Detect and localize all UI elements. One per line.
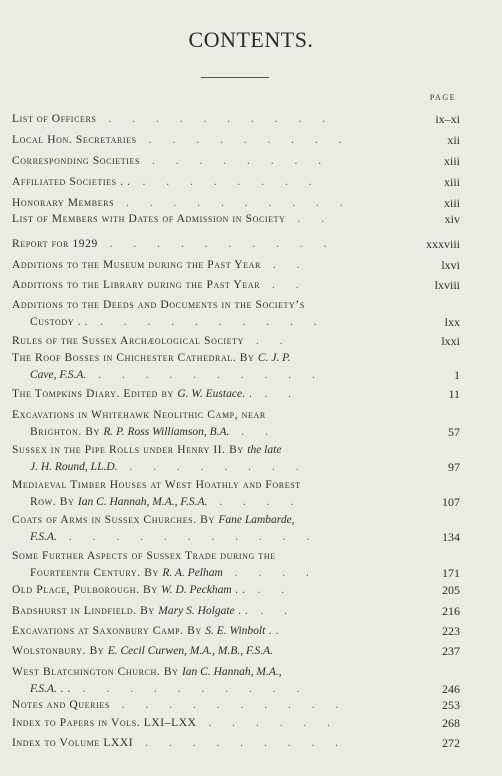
toc-entry-title: Notes and Queries [12,699,110,711]
toc-entry-line [12,257,460,274]
toc-entry-line [12,297,460,314]
toc-entry [12,735,460,752]
toc-entry-title: Some Further Aspects of Sussex Trade during the [12,550,276,562]
toc-entry-line [12,314,460,331]
toc-entry [12,643,460,660]
toc-entry-author: F.S.A. [30,683,57,695]
toc-entry-title: Fourteenth Century. By [30,567,163,579]
toc-entry-line [12,386,460,403]
page-column-label: PAGE [429,93,456,102]
leader-dots: . . . . . . . . . . [70,683,309,695]
toc-entry-author: R. P. Ross Williamson, B.A. [103,426,230,438]
toc-entry-page: ix–xi [435,112,460,126]
leader-dots: . . . . . . . . [130,176,321,188]
leader-dots: . . . . [207,496,303,508]
toc-entry-title: Excavations in Whitehawk Neolithic Camp, near [12,409,266,421]
toc-entry-title: . . [56,683,71,695]
toc-entry-author: the late [247,444,282,456]
leader-dots: . . [229,426,277,438]
toc-entry-author: Ian C. Hannah, M.A., [181,666,282,678]
leader-dots: . . [260,279,308,291]
leader-dots: . . . . [222,567,318,579]
toc-entry-page: 134 [442,530,460,544]
leader-dots: . . . . . . . . [140,155,331,167]
toc-entry-page: xii [447,133,460,147]
toc-entry-title: The Roof Bosses in Chichester Cathedral. By [12,352,258,364]
toc-entry [12,257,460,274]
toc-entry-line [12,565,460,582]
toc-entry [12,236,460,253]
toc-entry-page: 57 [448,425,460,439]
toc-entry-line [12,333,460,350]
toc-entry [12,277,460,294]
leader-dots: . . . . . . . . . . [86,369,324,381]
toc-entry-title: Index to Papers in Vols. LXI–LXX [12,717,197,729]
toc-entry-page: 216 [442,604,460,618]
leader-dots: . . . . . . . . . [133,737,347,749]
toc-entry-title: . . [234,605,249,617]
toc-entry [12,603,460,620]
toc-entry-page: 237 [442,644,460,658]
toc-entry-page: 107 [442,495,460,509]
toc-entry-line [12,697,460,714]
toc-entry-author: Ian C. Hannah, M.A., F.S.A. [77,496,208,508]
toc-entry [12,297,460,331]
toc-entry-line [12,367,460,384]
toc-entry-author: E. Cecil Curwen, M.A., M.B., F.S.A. [107,645,273,657]
toc-entry-author: G. W. Eustace [177,388,243,400]
toc-entry-line [12,153,460,170]
toc-entry-title: Old Place, Pulborough. By [12,584,162,596]
toc-entry-author: Mary S. Holgate [158,605,235,617]
toc-entry-title: Report for 1929 [12,238,98,250]
toc-entry-title: List of Officers [12,113,97,125]
toc-entry-line [12,236,460,253]
toc-entry-title: Corresponding Societies [12,155,141,167]
toc-entry-title: . . [242,388,253,400]
toc-entry-author: J. H. Round, LL.D. [30,461,118,473]
toc-entry-line [12,211,460,228]
toc-entry-line [12,623,460,640]
toc-entry [12,548,460,582]
leader-dots: . . . . . . . . . . [88,316,326,328]
toc-entry-title: Additions to the Library during the Past Year [12,279,261,291]
toc-entry [12,407,460,441]
toc-entry [12,477,460,511]
leader-dots: . . [245,584,294,596]
toc-entry-line [12,350,460,367]
leader-dots: . . . . . . . . . . . [56,531,319,543]
toc-entry-title: Rules of the Sussex Archæological Society [12,335,244,347]
toc-entry-line [12,529,460,546]
toc-entry-page: xxxviii [425,237,460,251]
toc-entry-line [12,715,460,732]
leader-dots: . . [252,388,300,400]
toc-entry-line [12,603,460,620]
toc-entry-page: lxxi [441,334,460,348]
leader-dots: . . [244,335,292,347]
leader-dots: . . [260,259,309,271]
toc-entry-title: Local Hon. Secretaries [12,134,137,146]
toc-entry-page: xiii [443,175,460,189]
leader-dots: . . . . . . . . . . [114,197,352,209]
toc-entry-page: 268 [442,716,460,730]
toc-entry-title: Index to Volume LXXI [12,737,134,749]
toc-entry-author: F.S.A. [30,531,57,543]
leader-dots: . . [285,213,334,225]
toc-entry-page: 253 [442,698,460,712]
toc-entry-page: xiii [443,196,460,210]
leader-dots: . . . . . . . . . [136,134,351,146]
leader-dots: . . . . . . . . . . [96,113,334,125]
toc-entry-title: West Blatchington Church. By [12,666,182,678]
toc-entry [12,195,460,212]
toc-entry-line [12,195,460,212]
toc-entry-line [12,582,460,599]
toc-entry [12,582,460,599]
toc-entry-author: Fane Lambarde, [218,514,295,526]
page-title: CONTENTS. [188,27,314,52]
toc-entry-page: 97 [448,460,460,474]
toc-entry-line [12,111,460,128]
leader-dots: . . . . . . . . . . [109,699,348,711]
toc-entry-line [12,407,460,424]
toc-entry-title: Custody . . [30,316,89,328]
toc-entry-title: List of Members with Dates of Admission in Society [12,213,286,225]
toc-entry-line [12,477,460,494]
toc-entry [12,350,460,384]
toc-entry [12,386,460,403]
toc-entry-line [12,174,460,191]
toc-entry-author: W. D. Peckham [161,584,232,596]
toc-entry-author: C. J. P. [257,352,291,364]
toc-entry-line [12,735,460,752]
toc-entry-page: 11 [448,387,460,401]
toc-entry-line [12,681,460,698]
toc-entry-page: lxx [444,315,460,329]
toc-entry-line [12,459,460,476]
toc-entry-title: Affiliated Societies . . [12,176,131,188]
toc-entry-author: R. A. Pelham [162,567,223,579]
toc-entry [12,333,460,350]
toc-entry-page: xiv [444,212,460,226]
toc-entry [12,512,460,546]
toc-entry [12,697,460,714]
toc-entry-title: . . [265,625,280,637]
toc-entry-line [12,132,460,149]
title-divider [201,77,269,78]
toc-entry-page: 223 [442,624,460,638]
toc-entry-title: Additions to the Deeds and Documents in the Society’s [12,299,305,311]
toc-entry-title: Brighton. By [30,426,104,438]
toc-entry [12,111,460,128]
toc-entry-line [12,512,460,529]
toc-entry-page: 205 [442,583,460,597]
toc-entry [12,442,460,476]
toc-entry-title: Excavations at Saxonbury Camp. By [12,625,206,637]
toc-entry-title: Wolstonbury. By [12,645,108,657]
toc-entry [12,623,460,640]
toc-entry [12,715,460,732]
toc-entry-line [12,424,460,441]
toc-entry-title: Honorary Members [12,197,115,209]
toc-entry-title: Additions to the Museum during the Past Year [12,259,261,271]
toc-entry-author: S. E. Winbolt [205,625,266,637]
toc-entry [12,664,460,698]
toc-entry [12,174,460,191]
toc-entry-title: Mediaeval Timber Houses at West Hoathly and Forest [12,479,301,491]
toc-entry-title: . . [231,584,246,596]
toc-entry [12,153,460,170]
toc-entry-line [12,643,460,660]
toc-entry-line [12,277,460,294]
toc-entry-page: xiii [443,154,460,168]
toc-entry-page: lxvi [441,258,460,272]
toc-entry-page: lxviii [434,278,460,292]
leader-dots: . . . . . . [196,717,340,729]
toc-entry-title: Row. By [30,496,78,508]
toc-entry-page: 246 [442,682,460,696]
leader-dots: . . . . . . . . . . [97,238,336,250]
toc-entry [12,132,460,149]
toc-entry-line [12,494,460,511]
toc-entry-line [12,548,460,565]
toc-entry-author: Cave, F.S.A. [30,369,87,381]
toc-entry-page: 171 [442,566,460,580]
toc-entry-page: 272 [442,736,460,750]
toc-entry-title: Badshurst in Lindfield. By [12,605,159,617]
toc-entry-title: Coats of Arms in Sussex Churches. By [12,514,219,526]
toc-entry [12,211,460,228]
leader-dots: . . . . . . . . [117,461,308,473]
toc-entry-line [12,664,460,681]
toc-entry-title: The Tompkins Diary. Edited by [12,388,178,400]
leader-dots: . . [248,605,297,617]
toc-entry-line [12,442,460,459]
toc-entry-page: 1 [454,368,460,382]
toc-entry-title: Sussex in the Pipe Rolls under Henry II. By [12,444,248,456]
